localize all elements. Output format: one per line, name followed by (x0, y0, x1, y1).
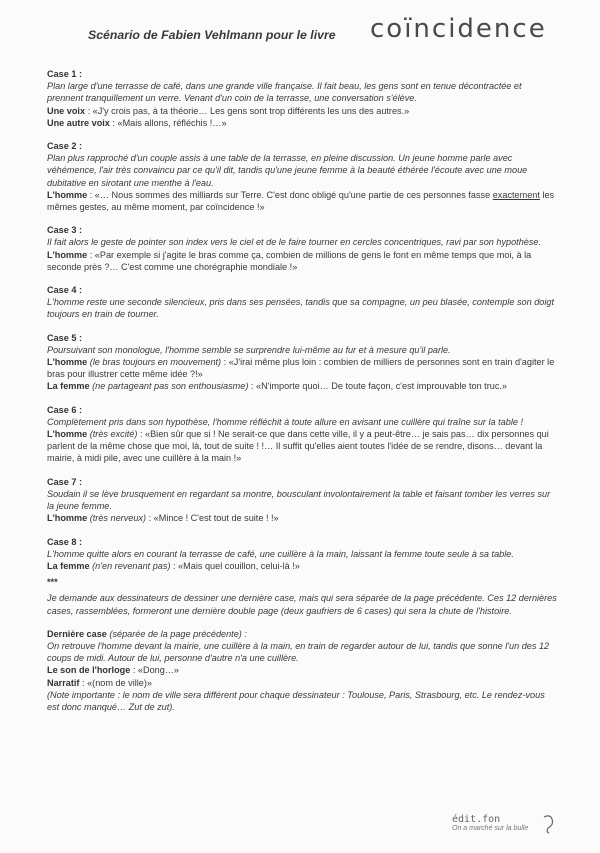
dialogue-text: : «Mais allons, réfléchis !…» (109, 117, 227, 128)
case-title: Case 4 : (47, 285, 82, 296)
dialogue-line (47, 428, 559, 465)
scenario-subtitle: Scénario de Fabien Vehlmann pour le livre (88, 28, 336, 42)
case-4 (47, 284, 559, 321)
case-2 (47, 140, 559, 213)
speaker-name: Une autre voix (47, 117, 110, 128)
speaker-name: L'homme (47, 513, 88, 524)
speaker-name: La femme (47, 381, 90, 392)
case-5 (47, 332, 559, 393)
case-narration: Plan plus rapproché d'un couple assis à une table de la terrasse, en pleine discussion. Un jeune homme parle avec véhémence, l'air très convaincu par ce qu'il dit, tandis qu'une jeune femme à la beauté éthérée l'écoute avec une moue dubitative en sirotant une menthe à l'eau. (47, 153, 528, 188)
page-header (88, 14, 558, 50)
dialogue-line (47, 677, 559, 689)
speaker-name: L'homme (47, 189, 88, 200)
dialogue-text: : «Mais quel couillon, celui-là !» (170, 560, 300, 571)
speaker-name: Le son de l'horloge (47, 665, 131, 676)
case-title-note: (séparée de la page précédente) : (106, 628, 247, 639)
instruction-paragraph: Je demande aux dessinateurs de dessiner une dernière case, mais qui sera séparée de la page précédente. Ces 12 dernières cases, rassemblées, formeront une dernière double page (deux gaufriers de 6 cases) qui sera la chute de l'histoire. (47, 593, 557, 616)
speaker-name: Narratif (47, 677, 80, 688)
dialogue-text: : «Par exemple si j'agite le bras comme ça, combien de millions de gens le font en même temps que moi, à la seconde près ?… C'est comme une chorégraphie mondiale !» (47, 249, 532, 272)
case-narration: Soudain il se lève brusquement en regardant sa montre, bousculant involontairement la table et faisant tomber les verres sur la jeune femme. (47, 488, 551, 512)
section-separator: *** (47, 577, 58, 588)
case-narration: Plan large d'une terrasse de café, dans une grande ville française. Il fait beau, les gens sont en tenue décontractée et prennent tranquillement un verre. Venant d'un coin de la terrasse, une conversation s'élève. (47, 81, 522, 104)
speaker-tone: (très nerveux) (87, 513, 147, 524)
speaker-tone: (ne partageant pas son enthousiasme) (89, 381, 249, 392)
case-narration: L'homme reste une seconde silencieux, pris dans ses pensées, tandis que sa compagne, un peu blasée, contemple son doigt toujours en train de tourner. (47, 297, 554, 320)
speaker-name: Une voix (47, 105, 86, 116)
dialogue-line (47, 249, 559, 273)
dialogue-line (47, 512, 559, 524)
publisher-brand: édit.fon (452, 814, 501, 825)
case-3 (47, 224, 559, 273)
dialogue-text: : «Bien sûr que si ! Ne serait-ce que dans cette ville, il y a peut-être… je sais pas… dix personnes qui parlent de la même chose que moi, là, tout de suite ! !… Il suffit qu'elles aient toutes l'idée de se rendre, disons… devant la mairie, à midi pile, avec une cuillère à la main !» (47, 429, 549, 464)
dialogue-text: : «N'importe quoi… De toute façon, c'est improuvable ton truc.» (248, 381, 507, 392)
important-note: (Note importante : le nom de ville sera différent pour chaque dessinateur : Toulouse, Paris, Strasbourg, etc. Le rendez-vous est donc manqué… Zut de zut). (47, 689, 545, 712)
last-case (47, 628, 559, 713)
case-8 (47, 536, 559, 573)
case-6 (47, 404, 559, 465)
case-title: Case 3 : (47, 225, 82, 236)
dialogue-text: : «Mince ! C'est tout de suite ! !» (146, 513, 279, 524)
case-narration: Il fait alors le geste de pointer son index vers le ciel et de le faire tourner en cercles concentriques, ravi par son hypothèse. (47, 237, 542, 248)
dialogue-line (47, 105, 559, 117)
case-narration: Poursuivant son monologue, l'homme semble se surprendre lui-même au fur et à mesure qu'il parle. (47, 344, 451, 355)
case-narration: Complètement pris dans son hypothèse, l'homme réfléchit à toute allure en avisant une cuillère qui traîne sur la table ! (47, 416, 523, 427)
speaker-name: L'homme (47, 429, 88, 440)
case-title: Case 2 : (47, 141, 82, 152)
case-narration: L'homme quitte alors en courant la terrasse de café, une cuillère à la main, laissant la femme toute seule à sa table. (47, 548, 514, 559)
speaker-tone: (très excité) (87, 429, 138, 440)
speaker-tone: (le bras toujours en mouvement) (87, 357, 222, 368)
case-title: Case 7 : (47, 476, 82, 487)
case-narration: On retrouve l'homme devant la mairie, une cuillère à la main, en train de regarder autour de lui, tandis que sonne l'un des 12 coups de midi. Autour de lui, personne d'autre n'a une cuillère. (47, 640, 550, 664)
case-title: Case 6 : (47, 404, 82, 415)
script-body (47, 68, 559, 724)
underlined-word: exactement (492, 189, 540, 200)
dialogue-text: : «J'y crois pas, à ta théorie… Les gens sont trop différents les uns des autres.» (85, 105, 410, 116)
publisher-stamp (452, 814, 560, 836)
case-title: Case 1 : (47, 69, 82, 79)
dialogue-line (47, 356, 559, 380)
dialogue-text: : «(nom de ville)» (79, 677, 152, 688)
publisher-tagline: On a marché sur la bulle (452, 825, 529, 832)
case-title: Dernière case (47, 628, 107, 639)
case-title: Case 8 : (47, 536, 82, 547)
book-logo: coïncidence (370, 14, 547, 44)
dialogue-line (47, 664, 559, 676)
speaker-name: L'homme (47, 357, 88, 368)
dialogue-line (47, 560, 559, 572)
dialogue-text: : «… Nous sommes des milliards sur Terre. C'est donc obligé qu'une partie de ces personnes fasse (87, 189, 493, 200)
speech-bubble-icon (540, 814, 556, 834)
dialogue-text: : «Dong…» (130, 665, 179, 676)
case-1 (47, 68, 559, 129)
case-7 (47, 476, 559, 525)
speaker-name: L'homme (47, 249, 88, 260)
dialogue-line (47, 189, 559, 213)
speaker-name: La femme (47, 560, 90, 571)
last-case-heading (47, 628, 559, 640)
speaker-tone: (n'en revenant pas) (89, 560, 171, 571)
dialogue-line (47, 380, 559, 392)
dialogue-text: : «J'irai même plus loin : combien de milliers de personnes sont en train d'agiter le bras pour illustrer cette même idée ?!» (47, 357, 555, 380)
dialogue-line (47, 117, 559, 129)
case-title: Case 5 : (47, 332, 82, 343)
dialogue-text-after: les mêmes gestes, au même moment, par coïncidence !» (47, 189, 555, 213)
